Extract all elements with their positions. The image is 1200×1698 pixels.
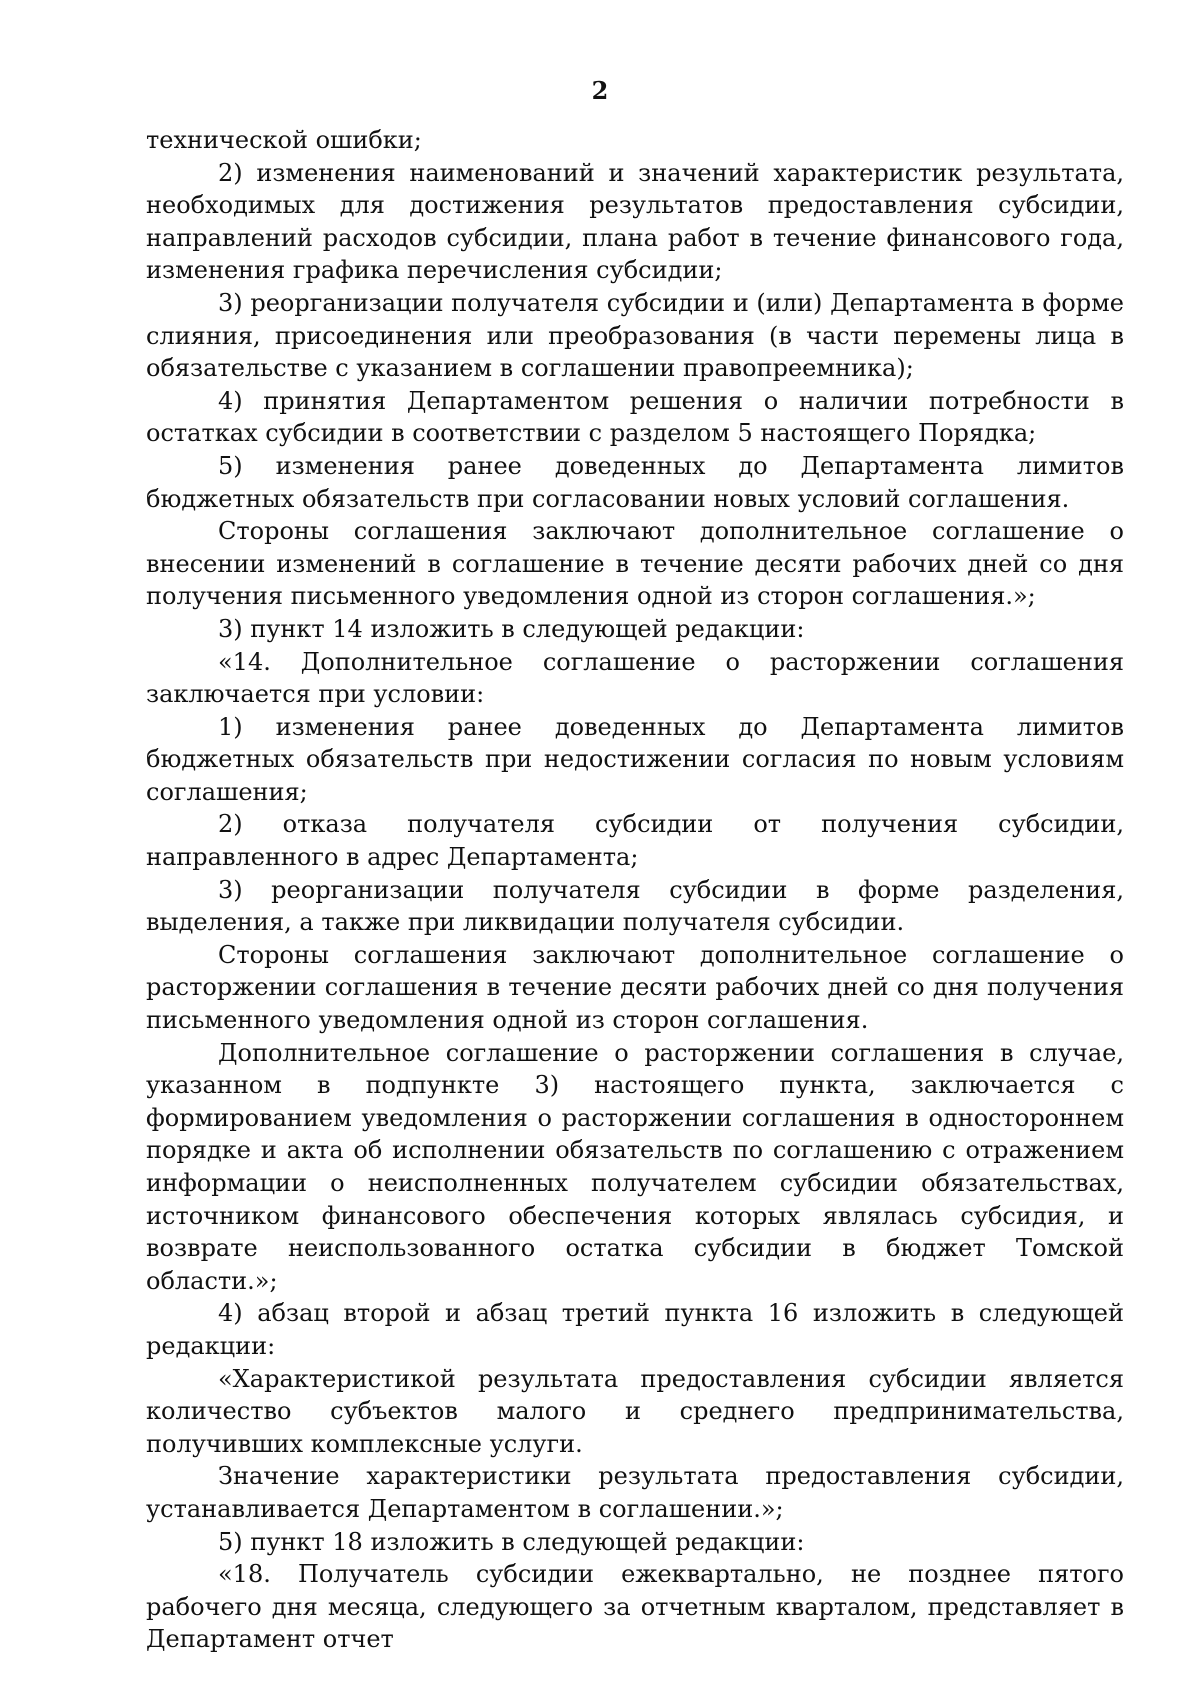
paragraph: Значение характеристики результата предоставления субсидии, устанавливается Департаментом в соглашении.»; (146, 1462, 1124, 1523)
page-number: 2 (591, 76, 609, 105)
paragraph: Дополнительное соглашение о расторжении соглашения в случае, указанном в подпункте 3) настоящего пункта, заключается с формированием уведомления о расторжении соглашения в одностороннем порядке и акта об исполнении обязательств по соглашению с отражением информации о неисполненных получателем субсидии обязательствах, источником финансового обеспечения которых являлась субсидия, и возврате неиспользованного остатка субсидии в бюджет Томской области.»; (146, 1038, 1124, 1295)
document-body (146, 124, 1124, 1656)
paragraph: 1) изменения ранее доведенных до Департамента лимитов бюджетных обязательств при недостижении согласия по новым условиям соглашения; (146, 712, 1124, 806)
paragraph: «Характеристикой результата предоставления субсидии является количество субъектов малого и среднего предпринимательства, получивших комплексные услуги. (146, 1364, 1124, 1458)
paragraph: 2) изменения наименований и значений характеристик результата, необходимых для достижения результатов предоставления субсидии, направлений расходов субсидии, плана работ в течение финансового года, изменения графика перечисления субсидии; (146, 158, 1124, 285)
paragraph: «14. Дополнительное соглашение о расторжении соглашения заключается при условии: (146, 647, 1124, 709)
paragraph: «18. Получатель субсидии ежеквартально, не позднее пятого рабочего дня месяца, следующего за отчетным кварталом, представляет в Департамент отчет (146, 1560, 1124, 1654)
paragraph: 3) реорганизации получателя субсидии в форме разделения, выделения, а также при ликвидации получателя субсидии. (146, 875, 1124, 937)
paragraph: 5) изменения ранее доведенных до Департамента лимитов бюджетных обязательств при согласовании новых условий соглашения. (146, 451, 1124, 513)
paragraph: 4) принятия Департаментом решения о наличии потребности в остатках субсидии в соответствии с разделом 5 настоящего Порядка; (146, 386, 1124, 448)
paragraph: 4) абзац второй и абзац третий пункта 16 изложить в следующей редакции: (146, 1299, 1124, 1360)
paragraph: 3) пункт 14 изложить в следующей редакции: (218, 614, 805, 643)
paragraph: технической ошибки; (146, 126, 422, 154)
paragraph: Стороны соглашения заключают дополнительное соглашение о внесении изменений в соглашение в течение десяти рабочих дней со дня получения письменного уведомления одной из сторон соглашения.»; (146, 517, 1124, 611)
paragraph: 3) реорганизации получателя субсидии и (или) Департамента в форме слияния, присоединения или преобразования (в части перемены лица в обязательстве с указанием в соглашении правопреемника); (146, 288, 1124, 383)
paragraph: 5) пункт 18 изложить в следующей редакции: (218, 1527, 805, 1556)
paragraph: Стороны соглашения заключают дополнительное соглашение о расторжении соглашения в течение десяти рабочих дней со дня получения письменного уведомления одной из сторон соглашения. (146, 940, 1124, 1035)
paragraph: 2) отказа получателя субсидии от получения субсидии, направленного в адрес Департамента; (146, 810, 1124, 872)
